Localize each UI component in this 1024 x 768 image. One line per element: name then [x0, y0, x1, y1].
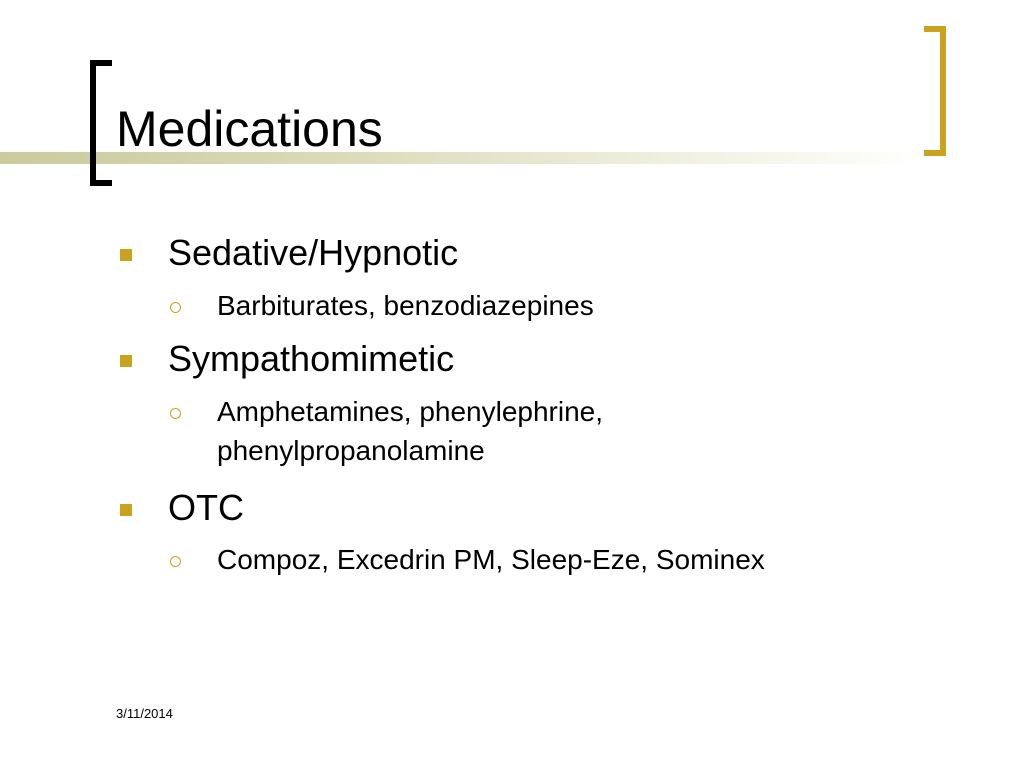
- slide-title: Medications: [116, 101, 383, 157]
- circle-bullet-icon: [170, 302, 181, 313]
- square-bullet-icon: [120, 504, 132, 516]
- bullet-item-sympathomimetic: Sympathomimetic: [168, 338, 455, 379]
- square-bullet-icon: [120, 249, 132, 261]
- sub-item-otc-products: Compoz, Excedrin PM, Sleep-Eze, Sominex: [217, 544, 765, 575]
- sub-item-amphetamines-line2: phenylpropanolamine: [217, 435, 485, 466]
- footer-date: 3/11/2014: [116, 706, 173, 721]
- bullet-item-otc: OTC: [168, 487, 244, 528]
- sub-item-barbiturates: Barbiturates, benzodiazepines: [217, 290, 594, 321]
- square-bullet-icon: [120, 355, 132, 367]
- circle-bullet-icon: [170, 408, 181, 419]
- bullet-item-sedative-hypnotic: Sedative/Hypnotic: [168, 232, 459, 273]
- sub-item-amphetamines-line1: Amphetamines, phenylephrine,: [217, 396, 604, 427]
- circle-bullet-icon: [170, 556, 181, 567]
